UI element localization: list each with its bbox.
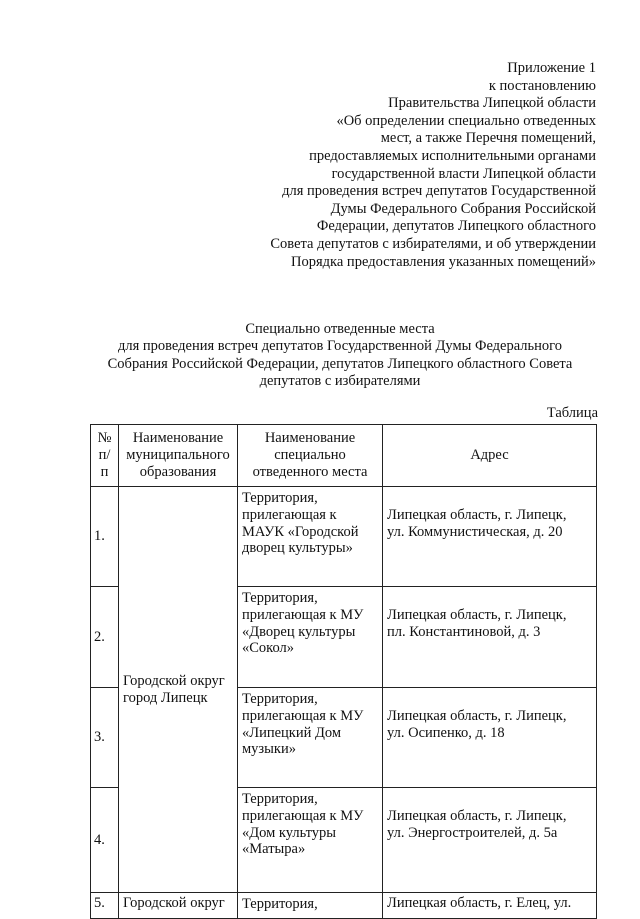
address-cell: Липецкая область, г. Липецк, ул. Энергостроителей, д. 5а [383,788,597,893]
places-table [90,424,597,919]
row-number: 2. [91,587,119,688]
address-cell: Липецкая область, г. Елец, ул. [383,893,597,919]
place-cell: Территория, прилегающая к МАУК «Городской дворец культуры» [238,487,383,587]
row-number: 1. [91,487,119,587]
appendix-line: Федерации, депутатов Липецкого областного [316,218,596,235]
row-number: 3. [91,688,119,788]
address-cell: Липецкая область, г. Липецк, ул. Коммунистическая, д. 20 [383,487,597,587]
header-municipality: Наименование муниципального образования [119,425,238,487]
appendix-line: Совета депутатов с избирателями, и об утверждении [270,235,596,252]
place-cell: Территория, [238,893,383,919]
place-cell: Территория, прилегающая к МУ «Дом культуры «Матыра» [238,788,383,893]
appendix-line: государственной власти Липецкой области [331,165,596,182]
address-cell: Липецкая область, г. Липецк, ул. Осипенко, д. 18 [383,688,597,788]
document-title [90,321,590,390]
appendix-line: для проведения встреч депутатов Государственной [282,183,596,200]
appendix-line: предоставляемых исполнительными органами [309,147,596,164]
row-number: 4. [91,788,119,893]
title-line: для проведения встреч депутатов Государственной Думы Федерального [117,338,563,355]
address-cell: Липецкая область, г. Липецк, пл. Константиновой, д. 3 [383,587,597,688]
title-line: депутатов с избирателями [259,372,421,389]
title-line: Собрания Российской Федерации, депутатов Липецкого областного Совета [107,355,573,372]
row-number: 5. [91,893,119,919]
table-row [91,487,597,587]
title-line: Специально отведенные места [245,321,435,337]
table-row [91,893,597,919]
appendix-header [270,60,596,271]
municipality-cell: Городской округ [119,893,238,919]
appendix-line: мест, а также Перечня помещений, [380,130,596,147]
table-caption: Таблица [546,405,598,421]
appendix-line: Думы Федерального Собрания Российской [330,200,596,217]
appendix-line: Приложение 1 [507,60,596,76]
header-address: Адрес [383,425,597,487]
table-header-row [91,425,597,487]
header-num: № п/п [91,425,119,487]
place-cell: Территория, прилегающая к МУ «Дворец культуры «Сокол» [238,587,383,688]
appendix-line: к постановлению [488,77,596,94]
municipality-cell: Городской округ город Липецк [119,487,238,893]
header-place: Наименование специально отведенного места [238,425,383,487]
place-cell: Территория, прилегающая к МУ «Липецкий Дом музыки» [238,688,383,788]
appendix-line: «Об определении специально отведенных [336,112,596,129]
appendix-line: Порядка предоставления указанных помещений» [291,253,596,270]
appendix-line: Правительства Липецкой области [388,95,596,112]
